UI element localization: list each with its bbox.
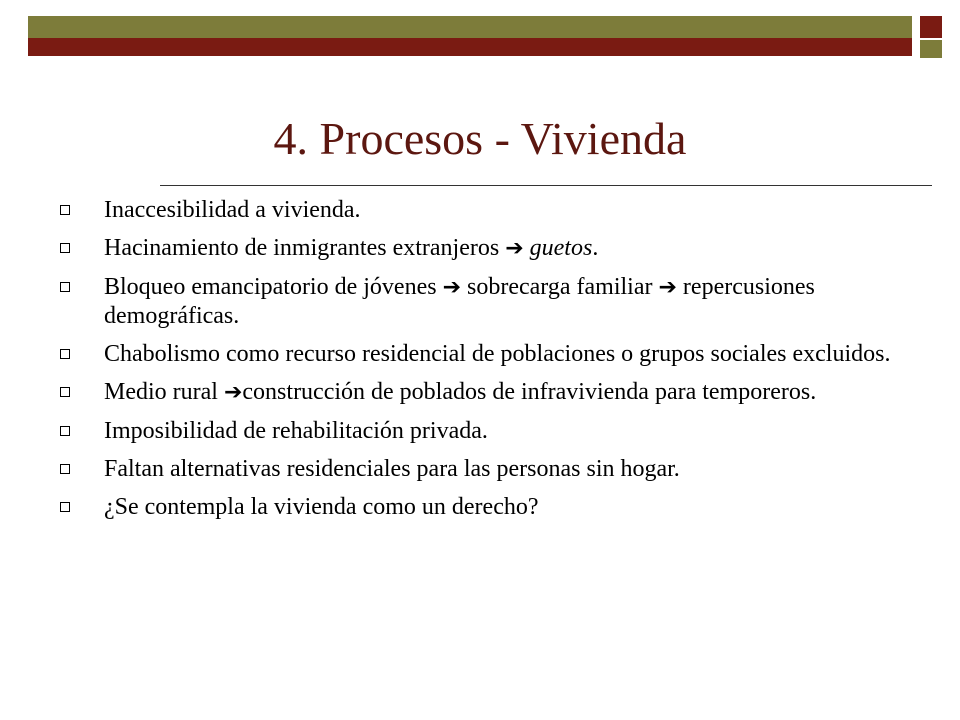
square-bullet-icon: [60, 502, 70, 512]
bullet-item: [60, 340, 920, 368]
square-bullet-icon: [60, 282, 70, 292]
bullet-text: construcción de poblados de infravivienda para temporeros.: [242, 379, 817, 405]
bullet-text: sobrecarga familiar: [467, 274, 653, 300]
top-accent-bar: [28, 38, 912, 56]
bullet-item: [60, 455, 920, 483]
bullet-item: [60, 417, 920, 445]
bullet-text: repercusiones demográficas.: [104, 274, 815, 329]
title-divider: [160, 185, 932, 186]
square-bullet-icon: [60, 205, 70, 215]
arrow-right-icon: ➔: [658, 275, 677, 300]
bullet-text: Hacinamiento de inmigrantes extranjeros: [104, 235, 500, 261]
slide-title: 4. Procesos - Vivienda: [273, 113, 687, 164]
bullet-text: Imposibilidad de rehabilitación privada.: [104, 418, 488, 444]
corner-square-maroon: [920, 16, 942, 38]
arrow-right-icon: ➔: [223, 380, 243, 405]
bullet-text-italic: guetos: [529, 235, 593, 261]
square-bullet-icon: [60, 243, 70, 253]
bullet-list: [60, 196, 920, 531]
bullet-text: ¿Se contempla la vivienda como un derecho?: [104, 494, 539, 520]
bullet-text: Medio rural: [104, 379, 218, 405]
arrow-right-icon: ➔: [442, 275, 462, 300]
bullet-item: [60, 493, 920, 521]
arrow-right-icon: ➔: [505, 236, 524, 261]
bullet-text: Inaccesibilidad a vivienda.: [104, 197, 361, 223]
square-bullet-icon: [60, 387, 70, 397]
top-decorative-bar: [28, 16, 912, 38]
bullet-text: Faltan alternativas residenciales para las personas sin hogar.: [104, 456, 680, 482]
bullet-item: [60, 378, 920, 407]
bullet-text: Bloqueo emancipatorio de jóvenes: [104, 274, 437, 300]
square-bullet-icon: [60, 349, 70, 359]
bullet-item: [60, 273, 920, 330]
bullet-text: .: [592, 235, 599, 261]
corner-square-olive: [920, 40, 942, 58]
bullet-item: [60, 196, 920, 224]
bullet-item: [60, 234, 920, 263]
bullet-text: Chabolismo como recurso residencial de poblaciones o grupos sociales excluidos.: [104, 341, 891, 367]
square-bullet-icon: [60, 426, 70, 436]
square-bullet-icon: [60, 464, 70, 474]
